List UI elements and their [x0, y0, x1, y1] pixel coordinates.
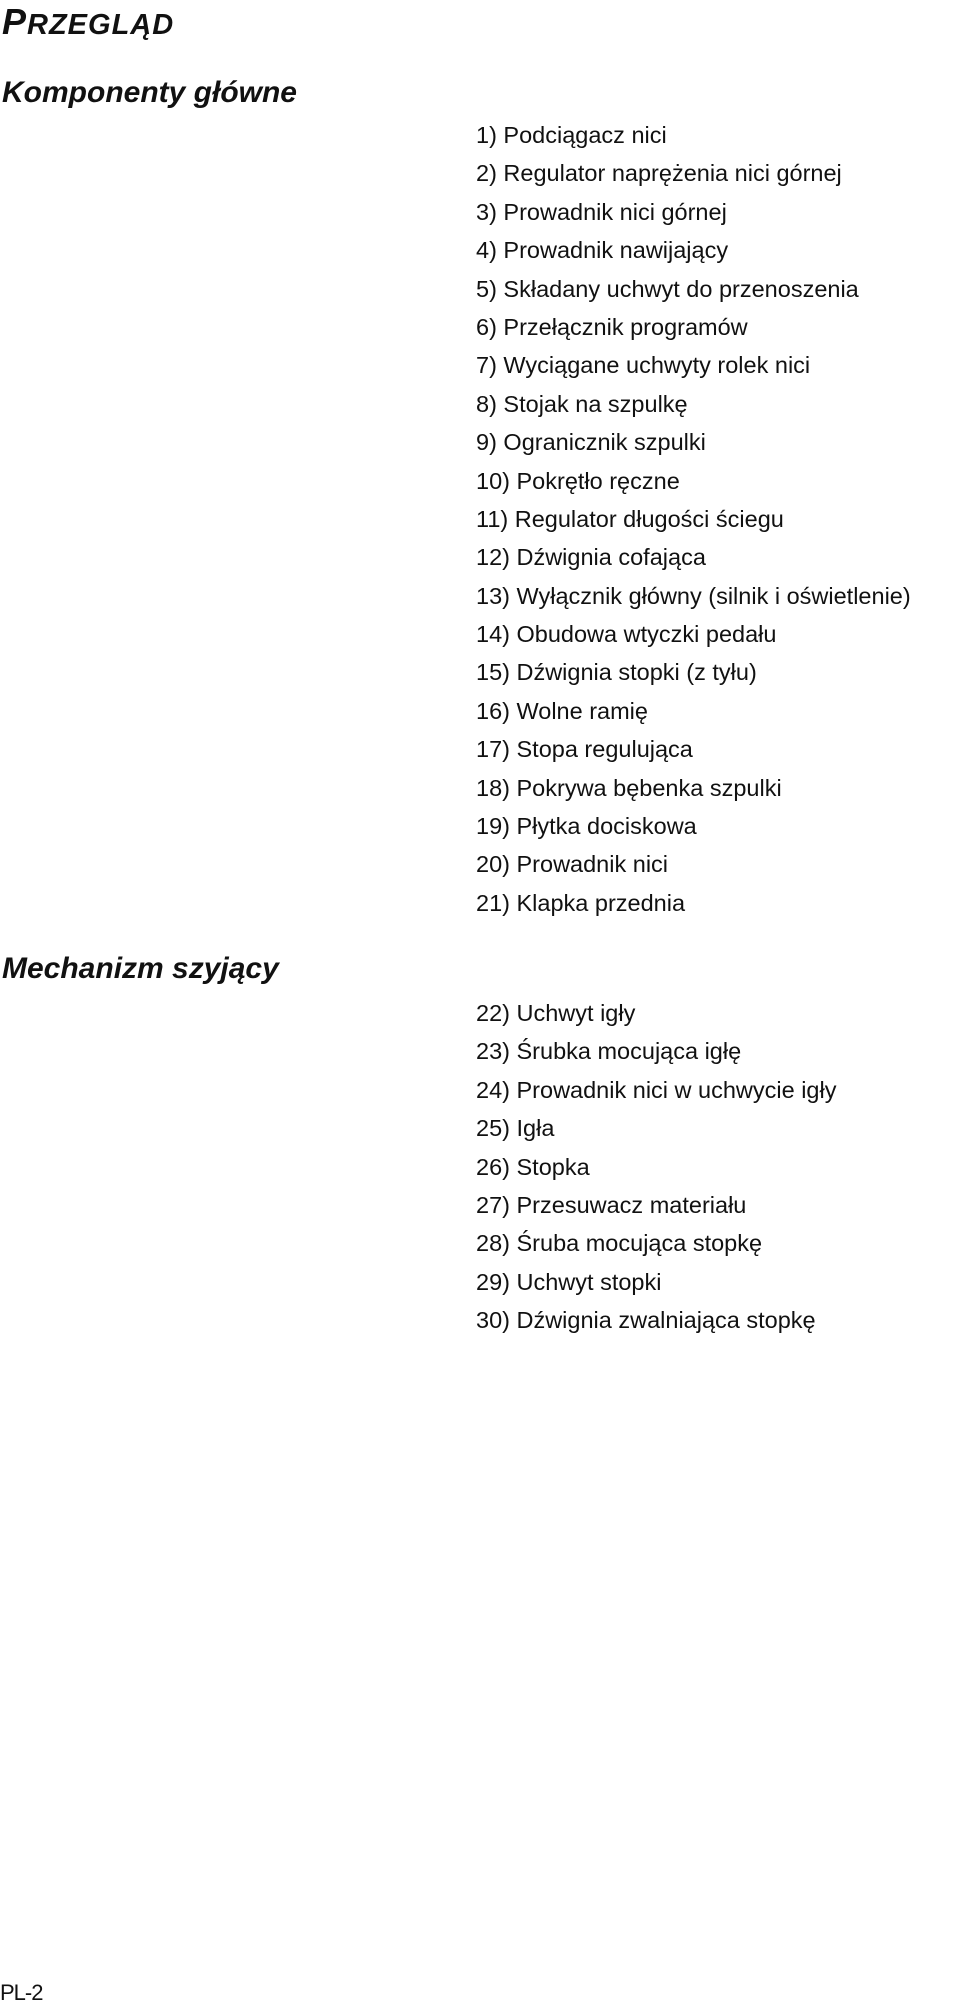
- list-item: 9) Ogranicznik szpulki: [476, 429, 706, 456]
- list-item: 5) Składany uchwyt do przenoszenia: [476, 275, 859, 302]
- sewing-mechanism-list: [476, 994, 836, 1340]
- list-item: 16) Wolne ramię: [476, 697, 648, 724]
- list-item: 28) Śruba mocująca stopkę: [476, 1230, 763, 1257]
- list-item: 3) Prowadnik nici górnej: [476, 198, 727, 225]
- list-item: 26) Stopka: [476, 1153, 590, 1180]
- list-item: 8) Stojak na szpulkę: [476, 390, 688, 417]
- list-item: 22) Uchwyt igły: [476, 1000, 636, 1026]
- list-item: 21) Klapka przednia: [476, 889, 686, 916]
- list-item: 23) Śrubka mocująca igłę: [476, 1038, 742, 1065]
- list-item: 6) Przełącznik programów: [476, 313, 748, 340]
- list-item: 10) Pokrętło ręczne: [476, 467, 680, 494]
- list-item: 20) Prowadnik nici: [476, 851, 669, 878]
- list-item: 25) Igła: [476, 1115, 555, 1142]
- list-item: 17) Stopa regulująca: [476, 736, 693, 763]
- list-item: 11) Regulator długości ściegu: [476, 505, 784, 532]
- page-title-initial: P: [2, 1, 28, 42]
- page-number: PL-2: [0, 1980, 43, 2005]
- section-heading-main-components: Komponenty główne: [2, 76, 297, 109]
- list-item: 15) Dźwignia stopki (z tyłu): [476, 659, 757, 686]
- page-title: [2, 0, 174, 47]
- list-item: 14) Obudowa wtyczki pedału: [476, 621, 777, 648]
- list-item: 4) Prowadnik nawijający: [476, 237, 729, 264]
- main-components-list: [476, 116, 911, 922]
- list-item: 12) Dźwignia cofająca: [476, 544, 706, 571]
- list-item: 19) Płytka dociskowa: [476, 813, 697, 840]
- list-item: 7) Wyciągane uchwyty rolek nici: [476, 352, 811, 379]
- section-heading-sewing-mechanism: Mechanizm szyjący: [2, 952, 279, 985]
- list-item: 24) Prowadnik nici w uchwycie igły: [476, 1076, 837, 1103]
- list-item: 2) Regulator naprężenia nici górnej: [476, 160, 842, 187]
- list-item: 29) Uchwyt stopki: [476, 1268, 662, 1295]
- list-item: 1) Podciągacz nici: [476, 122, 667, 148]
- list-item: 13) Wyłącznik główny (silnik i oświetlenie): [476, 582, 911, 609]
- list-item: 18) Pokrywa bębenka szpulki: [476, 774, 782, 801]
- list-item: 30) Dźwignia zwalniająca stopkę: [476, 1307, 816, 1334]
- list-item: 27) Przesuwacz materiału: [476, 1191, 747, 1218]
- page-title-rest: RZEGLĄD: [27, 9, 175, 41]
